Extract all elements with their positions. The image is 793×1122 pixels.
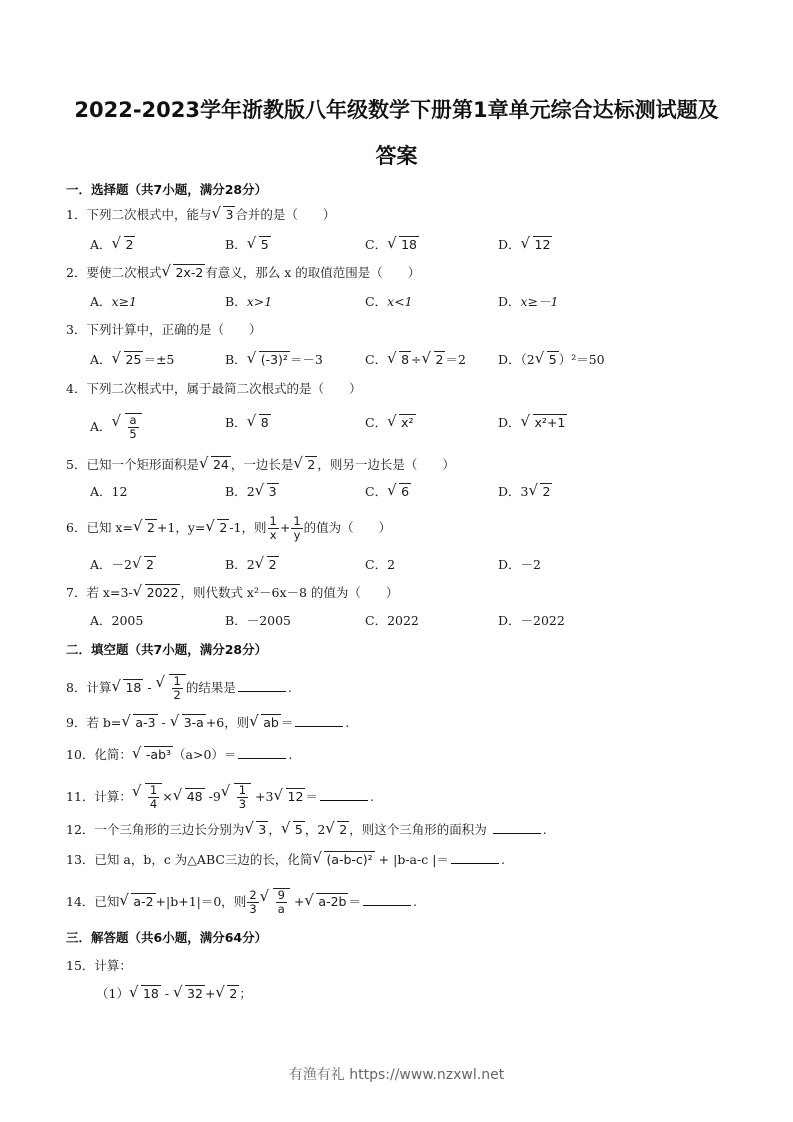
question-8: 8．计算 √ 18 - √ $\frac{1}{2}$ 的结果是 . [66,674,292,702]
option-c: C．2 [365,557,396,572]
option-a: A．2005 [90,613,144,628]
question-2: 2．要使二次根式 √ 2x-2 有意义，那么 x 的取值范围是（ ） [66,263,420,283]
option-d: D．x≥－1 [498,294,559,309]
option-b: B． √ 5 [225,235,271,255]
question-3-options [90,350,730,372]
option-b: B． √ 8 [225,413,271,433]
option-d: D．（2 √ 5 ）²＝50 [498,350,605,370]
option-b: B．2 √ 2 [225,555,279,575]
question-15-part-1: （1） √ 18 - √ 32 + √ 2 ； [96,984,252,1004]
option-d: D．－2022 [498,613,565,628]
option-c: C． √ 8 ÷ √ 2 ＝2 [365,350,466,370]
option-c: C．x<1 [365,294,413,309]
option-a: A．12 [90,484,128,499]
answer-blank [238,745,286,759]
option-b: B．－2005 [225,613,291,628]
question-1-options [90,235,730,257]
question-1: 1．下列二次根式中，能与 √ 3 合并的是（ ） [66,205,335,225]
section-solve: 三．解答题（共6小题，满分64分） [66,930,268,945]
option-b: B． √ (-3)² ＝－3 [225,350,323,370]
section-fill-in-blank: 二．填空题（共7小题，满分28分） [66,642,268,657]
question-5: 5．已知一个矩形面积是 √ 24 ，一边长是 √ 2 ，则另一边长是（ ） [66,455,455,475]
footer-watermark: 有渔有礼 https://www.nzxwl.net [288,1067,505,1083]
option-c: C． √ 6 [365,482,411,502]
option-c: C． √ 18 [365,235,419,255]
answer-blank [320,787,368,801]
option-c: C． √ x² [365,413,416,433]
option-d: D．3 √ 2 [498,482,552,502]
question-6-options [90,555,730,577]
answer-blank [363,892,411,906]
option-a: A． √ 25 ＝±5 [90,350,174,370]
option-c: C．2022 [365,613,419,628]
question-5-options [90,482,730,504]
option-a: A． √ $\frac{a}{5}$ [90,413,142,441]
answer-blank [493,820,541,834]
document-title-line2: 答案 [375,144,418,168]
option-d: D．－2 [498,557,541,572]
question-6: 6．已知 x= √ 2 +1，y= √ 2 -1，则 $\frac{1}{x}$ + $\frac{1}{y}$ 的值为（ ） [66,515,391,542]
question-3: 3．下列计算中，正确的是（ ） [66,322,262,337]
option-a: A． √ 2 [90,235,135,255]
option-b: B．2 √ 3 [225,482,279,502]
document-title-line1: 2022-2023学年浙教版八年级数学下册第1章单元综合达标测试题及 [74,98,719,122]
question-15: 15．计算： [66,958,132,973]
option-d: D． √ 12 [498,235,552,255]
option-a: A．x≥1 [90,294,138,309]
question-9: 9．若 b= √ a-3 - √ 3-a +6，则 √ ab ＝ . [66,713,349,733]
question-10: 10．化简： √ -ab³ （a>0）＝ . [66,745,292,765]
sqrt-symbol: √ 3 [212,205,235,225]
question-14: 14．已知 √ a-2 +|b+1|＝0，则 $\frac{2}{3}$ √ $\frac{9}{a}$ + √ a-2b ＝ . [66,888,417,916]
question-2-options [90,292,730,314]
section-multiple-choice: 一．选择题（共7小题，满分28分） [66,182,268,197]
question-11: 11．计算： √ $\frac{1}{4}$ × √ 48 -9 √ $\frac{1}{3}$ +3 √ 12 ＝ . [66,783,374,811]
question-4-options [90,413,730,441]
answer-blank [238,678,286,692]
question-7-options [90,611,730,633]
question-7: 7．若 x=3- √ 2022 ，则代数式 x²－6x－8 的值为（ ） [66,583,398,603]
answer-blank [295,713,343,727]
question-12: 12．一个三角形的三边长分别为 √ 3 ， √ 5 ，2 √ 2 ，则这个三角形的面积为 . [66,820,547,840]
question-13: 13．已知 a，b，c 为△ABC三边的长，化简 √ (a-b-c)² + |b-a-c |＝ . [66,850,505,870]
option-a: A．－2 √ 2 [90,555,156,575]
option-b: B．x>1 [225,294,273,309]
option-d: D． √ x²+1 [498,413,567,433]
answer-blank [451,850,499,864]
question-4: 4．下列二次根式中，属于最简二次根式的是（ ） [66,381,362,396]
